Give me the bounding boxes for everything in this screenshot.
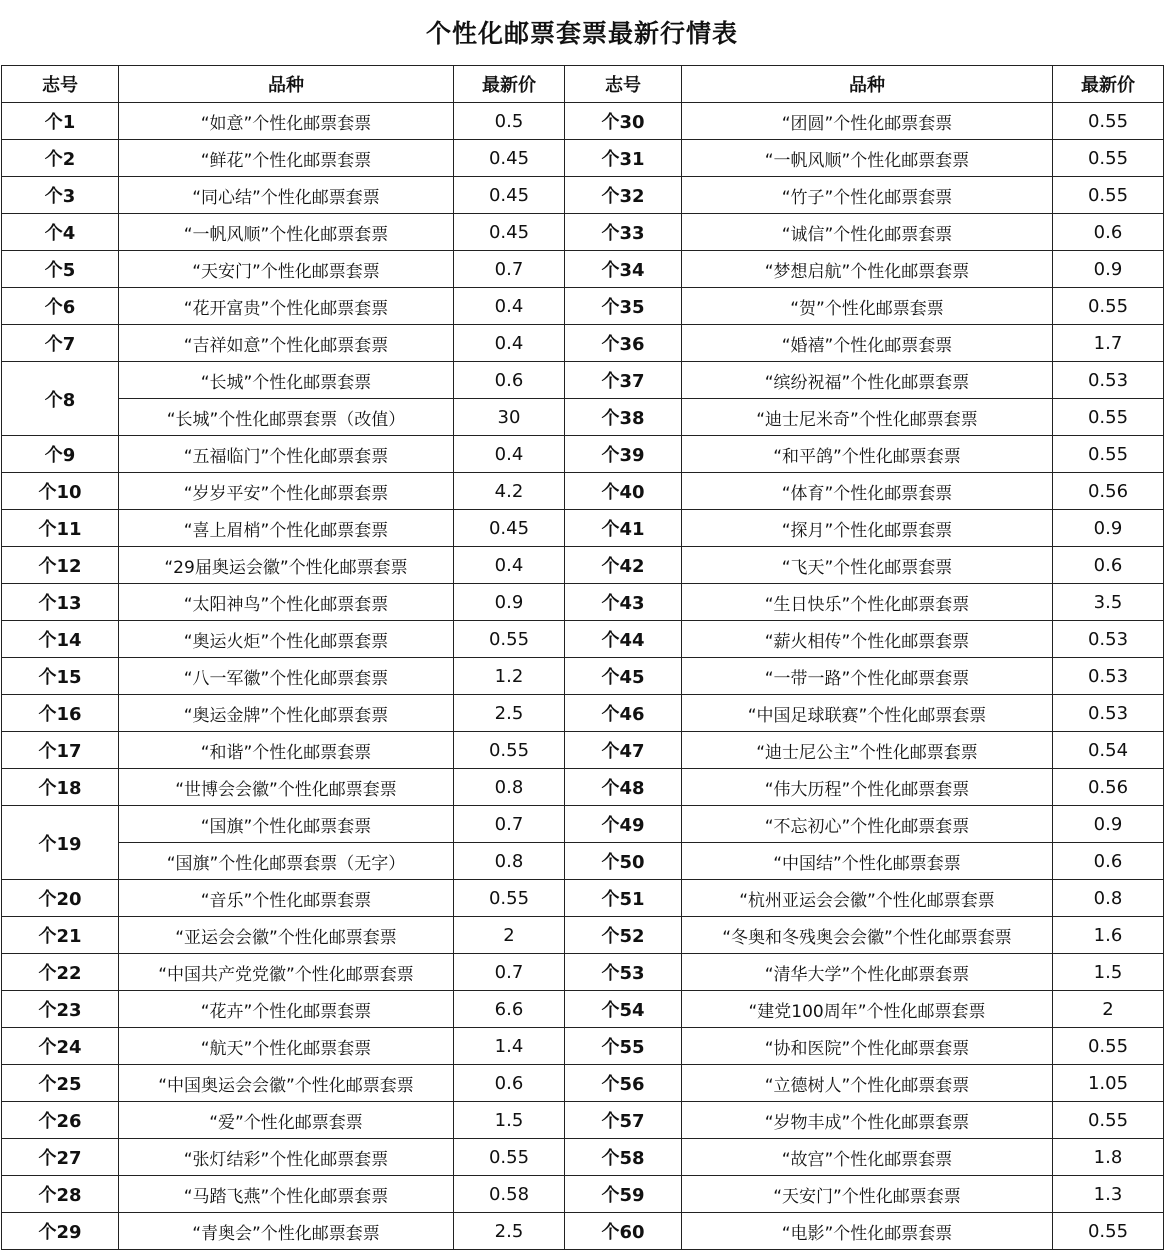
cell-name: “长城”个性化邮票套票（改值） — [119, 399, 454, 436]
table-row — [2, 1213, 1164, 1250]
cell-price: 6.6 — [454, 991, 565, 1028]
cell-name-right: “飞天”个性化邮票套票 — [682, 547, 1053, 584]
cell-name: “太阳神鸟”个性化邮票套票 — [119, 584, 454, 621]
cell-price-right: 0.6 — [1053, 214, 1164, 251]
cell-name-right: “缤纷祝福”个性化邮票套票 — [682, 362, 1053, 399]
cell-price-right: 0.53 — [1053, 695, 1164, 732]
cell-name-right: “体育”个性化邮票套票 — [682, 473, 1053, 510]
cell-code-right: 个52 — [565, 917, 682, 954]
cell-code-right: 个58 — [565, 1139, 682, 1176]
cell-price-right: 0.55 — [1053, 1028, 1164, 1065]
cell-name-right: “杭州亚运会会徽”个性化邮票套票 — [682, 880, 1053, 917]
cell-price-right: 0.55 — [1053, 140, 1164, 177]
cell-price: 0.7 — [454, 954, 565, 991]
cell-price-right: 3.5 — [1053, 584, 1164, 621]
table-row — [2, 769, 1164, 806]
table-row — [2, 917, 1164, 954]
cell-code-right: 个48 — [565, 769, 682, 806]
cell-name: “喜上眉梢”个性化邮票套票 — [119, 510, 454, 547]
cell-name: “国旗”个性化邮票套票（无字） — [119, 843, 454, 880]
cell-name-right: “天安门”个性化邮票套票 — [682, 1176, 1053, 1213]
table-row — [2, 1139, 1164, 1176]
cell-name: “同心结”个性化邮票套票 — [119, 177, 454, 214]
cell-price-right: 1.8 — [1053, 1139, 1164, 1176]
cell-code-right: 个34 — [565, 251, 682, 288]
table-row — [2, 1028, 1164, 1065]
cell-code: 个2 — [2, 140, 119, 177]
cell-code: 个20 — [2, 880, 119, 917]
table-row — [2, 991, 1164, 1028]
table-row — [2, 880, 1164, 917]
cell-price: 0.6 — [454, 362, 565, 399]
cell-name: “中国奥运会会徽”个性化邮票套票 — [119, 1065, 454, 1102]
header-code-right: 志号 — [565, 66, 682, 103]
cell-code-right: 个38 — [565, 399, 682, 436]
cell-code: 个15 — [2, 658, 119, 695]
page-title: 个性化邮票套票最新行情表 — [425, 19, 738, 48]
cell-name-right: “冬奥和冬残奥会会徽”个性化邮票套票 — [682, 917, 1053, 954]
table-row — [2, 177, 1164, 214]
cell-code: 个25 — [2, 1065, 119, 1102]
cell-price: 0.4 — [454, 547, 565, 584]
cell-code-right: 个46 — [565, 695, 682, 732]
cell-name-right: “中国结”个性化邮票套票 — [682, 843, 1053, 880]
cell-code-right: 个45 — [565, 658, 682, 695]
cell-name-right: “迪士尼米奇”个性化邮票套票 — [682, 399, 1053, 436]
cell-code-right: 个47 — [565, 732, 682, 769]
cell-code-right: 个50 — [565, 843, 682, 880]
cell-code: 个27 — [2, 1139, 119, 1176]
cell-code-right: 个31 — [565, 140, 682, 177]
cell-price: 0.45 — [454, 177, 565, 214]
cell-name: “长城”个性化邮票套票 — [119, 362, 454, 399]
cell-code-right: 个55 — [565, 1028, 682, 1065]
cell-price-right: 0.56 — [1053, 473, 1164, 510]
cell-code-right: 个32 — [565, 177, 682, 214]
cell-price-right: 0.55 — [1053, 177, 1164, 214]
cell-code-right: 个60 — [565, 1213, 682, 1250]
cell-name-right: “协和医院”个性化邮票套票 — [682, 1028, 1053, 1065]
cell-code-right: 个44 — [565, 621, 682, 658]
cell-code-right: 个42 — [565, 547, 682, 584]
table-row — [2, 584, 1164, 621]
cell-code: 个10 — [2, 473, 119, 510]
cell-price: 0.8 — [454, 843, 565, 880]
table-row — [2, 1102, 1164, 1139]
cell-price: 0.55 — [454, 1139, 565, 1176]
table-row — [2, 954, 1164, 991]
cell-code-right: 个53 — [565, 954, 682, 991]
cell-code-right: 个40 — [565, 473, 682, 510]
cell-name: “花卉”个性化邮票套票 — [119, 991, 454, 1028]
cell-name-right: “岁物丰成”个性化邮票套票 — [682, 1102, 1053, 1139]
cell-name-right: “团圆”个性化邮票套票 — [682, 103, 1053, 140]
cell-name: “五福临门”个性化邮票套票 — [119, 436, 454, 473]
cell-price: 0.58 — [454, 1176, 565, 1213]
cell-code-right: 个36 — [565, 325, 682, 362]
cell-code: 个29 — [2, 1213, 119, 1250]
cell-code: 个19 — [2, 806, 119, 880]
cell-name: “和谐”个性化邮票套票 — [119, 732, 454, 769]
cell-price: 0.55 — [454, 732, 565, 769]
cell-name-right: “一帆风顺”个性化邮票套票 — [682, 140, 1053, 177]
cell-price-right: 0.55 — [1053, 399, 1164, 436]
table-row — [2, 399, 1164, 436]
cell-name: “岁岁平安”个性化邮票套票 — [119, 473, 454, 510]
cell-price-right: 0.53 — [1053, 621, 1164, 658]
cell-code: 个1 — [2, 103, 119, 140]
cell-name: “天安门”个性化邮票套票 — [119, 251, 454, 288]
cell-code-right: 个30 — [565, 103, 682, 140]
cell-name-right: “故宫”个性化邮票套票 — [682, 1139, 1053, 1176]
cell-price-right: 2 — [1053, 991, 1164, 1028]
table-row — [2, 362, 1164, 399]
cell-code-right: 个41 — [565, 510, 682, 547]
cell-price: 2.5 — [454, 695, 565, 732]
cell-price: 0.4 — [454, 436, 565, 473]
cell-name-right: “电影”个性化邮票套票 — [682, 1213, 1053, 1250]
cell-price: 30 — [454, 399, 565, 436]
cell-price-right: 1.6 — [1053, 917, 1164, 954]
table-row — [2, 1065, 1164, 1102]
header-price: 最新价 — [454, 66, 565, 103]
cell-price-right: 0.55 — [1053, 436, 1164, 473]
cell-code: 个12 — [2, 547, 119, 584]
cell-price-right: 0.56 — [1053, 769, 1164, 806]
cell-name: “八一军徽”个性化邮票套票 — [119, 658, 454, 695]
cell-code-right: 个43 — [565, 584, 682, 621]
table-row — [2, 658, 1164, 695]
cell-price: 0.7 — [454, 251, 565, 288]
cell-price-right: 0.53 — [1053, 362, 1164, 399]
cell-code: 个14 — [2, 621, 119, 658]
cell-price: 0.7 — [454, 806, 565, 843]
cell-price-right: 1.7 — [1053, 325, 1164, 362]
cell-name: “航天”个性化邮票套票 — [119, 1028, 454, 1065]
cell-name: “奥运火炬”个性化邮票套票 — [119, 621, 454, 658]
cell-name: “一帆风顺”个性化邮票套票 — [119, 214, 454, 251]
cell-price: 0.45 — [454, 140, 565, 177]
cell-name-right: “不忘初心”个性化邮票套票 — [682, 806, 1053, 843]
table-row — [2, 103, 1164, 140]
cell-name: “世博会会徽”个性化邮票套票 — [119, 769, 454, 806]
cell-name-right: “梦想启航”个性化邮票套票 — [682, 251, 1053, 288]
cell-price-right: 0.8 — [1053, 880, 1164, 917]
cell-price-right: 1.5 — [1053, 954, 1164, 991]
cell-price: 0.45 — [454, 510, 565, 547]
cell-name-right: “竹子”个性化邮票套票 — [682, 177, 1053, 214]
cell-price-right: 0.6 — [1053, 547, 1164, 584]
cell-name: “音乐”个性化邮票套票 — [119, 880, 454, 917]
cell-code: 个9 — [2, 436, 119, 473]
cell-code: 个24 — [2, 1028, 119, 1065]
cell-code: 个11 — [2, 510, 119, 547]
cell-name-right: “薪火相传”个性化邮票套票 — [682, 621, 1053, 658]
cell-code: 个26 — [2, 1102, 119, 1139]
cell-name: “国旗”个性化邮票套票 — [119, 806, 454, 843]
cell-name-right: “迪士尼公主”个性化邮票套票 — [682, 732, 1053, 769]
cell-name: “马踏飞燕”个性化邮票套票 — [119, 1176, 454, 1213]
cell-code: 个5 — [2, 251, 119, 288]
cell-code-right: 个59 — [565, 1176, 682, 1213]
cell-name-right: “建党100周年”个性化邮票套票 — [682, 991, 1053, 1028]
cell-name-right: “诚信”个性化邮票套票 — [682, 214, 1053, 251]
cell-price-right: 0.54 — [1053, 732, 1164, 769]
cell-price: 0.9 — [454, 584, 565, 621]
header-row — [2, 66, 1164, 103]
cell-price-right: 0.9 — [1053, 251, 1164, 288]
cell-name: “爱”个性化邮票套票 — [119, 1102, 454, 1139]
cell-price-right: 0.55 — [1053, 288, 1164, 325]
cell-code: 个22 — [2, 954, 119, 991]
cell-price: 0.45 — [454, 214, 565, 251]
table-row — [2, 473, 1164, 510]
cell-code: 个16 — [2, 695, 119, 732]
cell-name: “如意”个性化邮票套票 — [119, 103, 454, 140]
cell-name-right: “婚禧”个性化邮票套票 — [682, 325, 1053, 362]
cell-code: 个23 — [2, 991, 119, 1028]
cell-name: “29届奥运会徽”个性化邮票套票 — [119, 547, 454, 584]
cell-price: 1.4 — [454, 1028, 565, 1065]
cell-code-right: 个56 — [565, 1065, 682, 1102]
cell-price: 0.55 — [454, 621, 565, 658]
table-row — [2, 140, 1164, 177]
cell-name: “中国共产党党徽”个性化邮票套票 — [119, 954, 454, 991]
table-row — [2, 214, 1164, 251]
cell-name-right: “立德树人”个性化邮票套票 — [682, 1065, 1053, 1102]
cell-code: 个13 — [2, 584, 119, 621]
cell-code: 个28 — [2, 1176, 119, 1213]
cell-price: 2 — [454, 917, 565, 954]
table-row — [2, 843, 1164, 880]
cell-code-right: 个49 — [565, 806, 682, 843]
cell-code-right: 个51 — [565, 880, 682, 917]
header-name-right: 品种 — [682, 66, 1053, 103]
cell-name-right: “伟大历程”个性化邮票套票 — [682, 769, 1053, 806]
cell-price: 0.8 — [454, 769, 565, 806]
cell-name: “花开富贵”个性化邮票套票 — [119, 288, 454, 325]
cell-name: “吉祥如意”个性化邮票套票 — [119, 325, 454, 362]
cell-price-right: 1.3 — [1053, 1176, 1164, 1213]
table-row — [2, 695, 1164, 732]
header-code: 志号 — [2, 66, 119, 103]
cell-code-right: 个39 — [565, 436, 682, 473]
cell-price-right: 0.55 — [1053, 1102, 1164, 1139]
table-row — [2, 547, 1164, 584]
cell-name: “张灯结彩”个性化邮票套票 — [119, 1139, 454, 1176]
cell-price-right: 0.9 — [1053, 806, 1164, 843]
cell-price: 0.6 — [454, 1065, 565, 1102]
cell-code: 个4 — [2, 214, 119, 251]
cell-price: 1.5 — [454, 1102, 565, 1139]
price-table — [1, 65, 1164, 1250]
cell-name-right: “一带一路”个性化邮票套票 — [682, 658, 1053, 695]
cell-code: 个6 — [2, 288, 119, 325]
cell-code: 个17 — [2, 732, 119, 769]
table-row — [2, 436, 1164, 473]
table-row — [2, 251, 1164, 288]
cell-name: “亚运会会徽”个性化邮票套票 — [119, 917, 454, 954]
table-row — [2, 510, 1164, 547]
cell-price: 2.5 — [454, 1213, 565, 1250]
cell-price: 1.2 — [454, 658, 565, 695]
table-row — [2, 1176, 1164, 1213]
table-row — [2, 288, 1164, 325]
table-body — [2, 103, 1164, 1250]
cell-name-right: “中国足球联赛”个性化邮票套票 — [682, 695, 1053, 732]
cell-code-right: 个57 — [565, 1102, 682, 1139]
table-row — [2, 621, 1164, 658]
cell-price-right: 0.6 — [1053, 843, 1164, 880]
cell-price: 0.55 — [454, 880, 565, 917]
cell-price-right: 0.9 — [1053, 510, 1164, 547]
cell-code-right: 个35 — [565, 288, 682, 325]
cell-name-right: “贺”个性化邮票套票 — [682, 288, 1053, 325]
cell-name-right: “和平鸽”个性化邮票套票 — [682, 436, 1053, 473]
cell-price: 4.2 — [454, 473, 565, 510]
table-row — [2, 325, 1164, 362]
cell-price: 0.4 — [454, 288, 565, 325]
cell-name: “青奥会”个性化邮票套票 — [119, 1213, 454, 1250]
cell-name-right: “清华大学”个性化邮票套票 — [682, 954, 1053, 991]
cell-price: 0.4 — [454, 325, 565, 362]
cell-code-right: 个54 — [565, 991, 682, 1028]
cell-name-right: “探月”个性化邮票套票 — [682, 510, 1053, 547]
cell-code: 个3 — [2, 177, 119, 214]
cell-code: 个8 — [2, 362, 119, 436]
table-row — [2, 806, 1164, 843]
header-name: 品种 — [119, 66, 454, 103]
cell-price-right: 0.55 — [1053, 1213, 1164, 1250]
cell-price-right: 0.53 — [1053, 658, 1164, 695]
cell-name-right: “生日快乐”个性化邮票套票 — [682, 584, 1053, 621]
cell-code: 个18 — [2, 769, 119, 806]
cell-code-right: 个37 — [565, 362, 682, 399]
cell-code: 个7 — [2, 325, 119, 362]
header-price-right: 最新价 — [1053, 66, 1164, 103]
cell-price-right: 0.55 — [1053, 103, 1164, 140]
cell-name: “鲜花”个性化邮票套票 — [119, 140, 454, 177]
cell-name: “奥运金牌”个性化邮票套票 — [119, 695, 454, 732]
cell-code-right: 个33 — [565, 214, 682, 251]
table-row — [2, 732, 1164, 769]
cell-code: 个21 — [2, 917, 119, 954]
cell-price: 0.5 — [454, 103, 565, 140]
cell-price-right: 1.05 — [1053, 1065, 1164, 1102]
